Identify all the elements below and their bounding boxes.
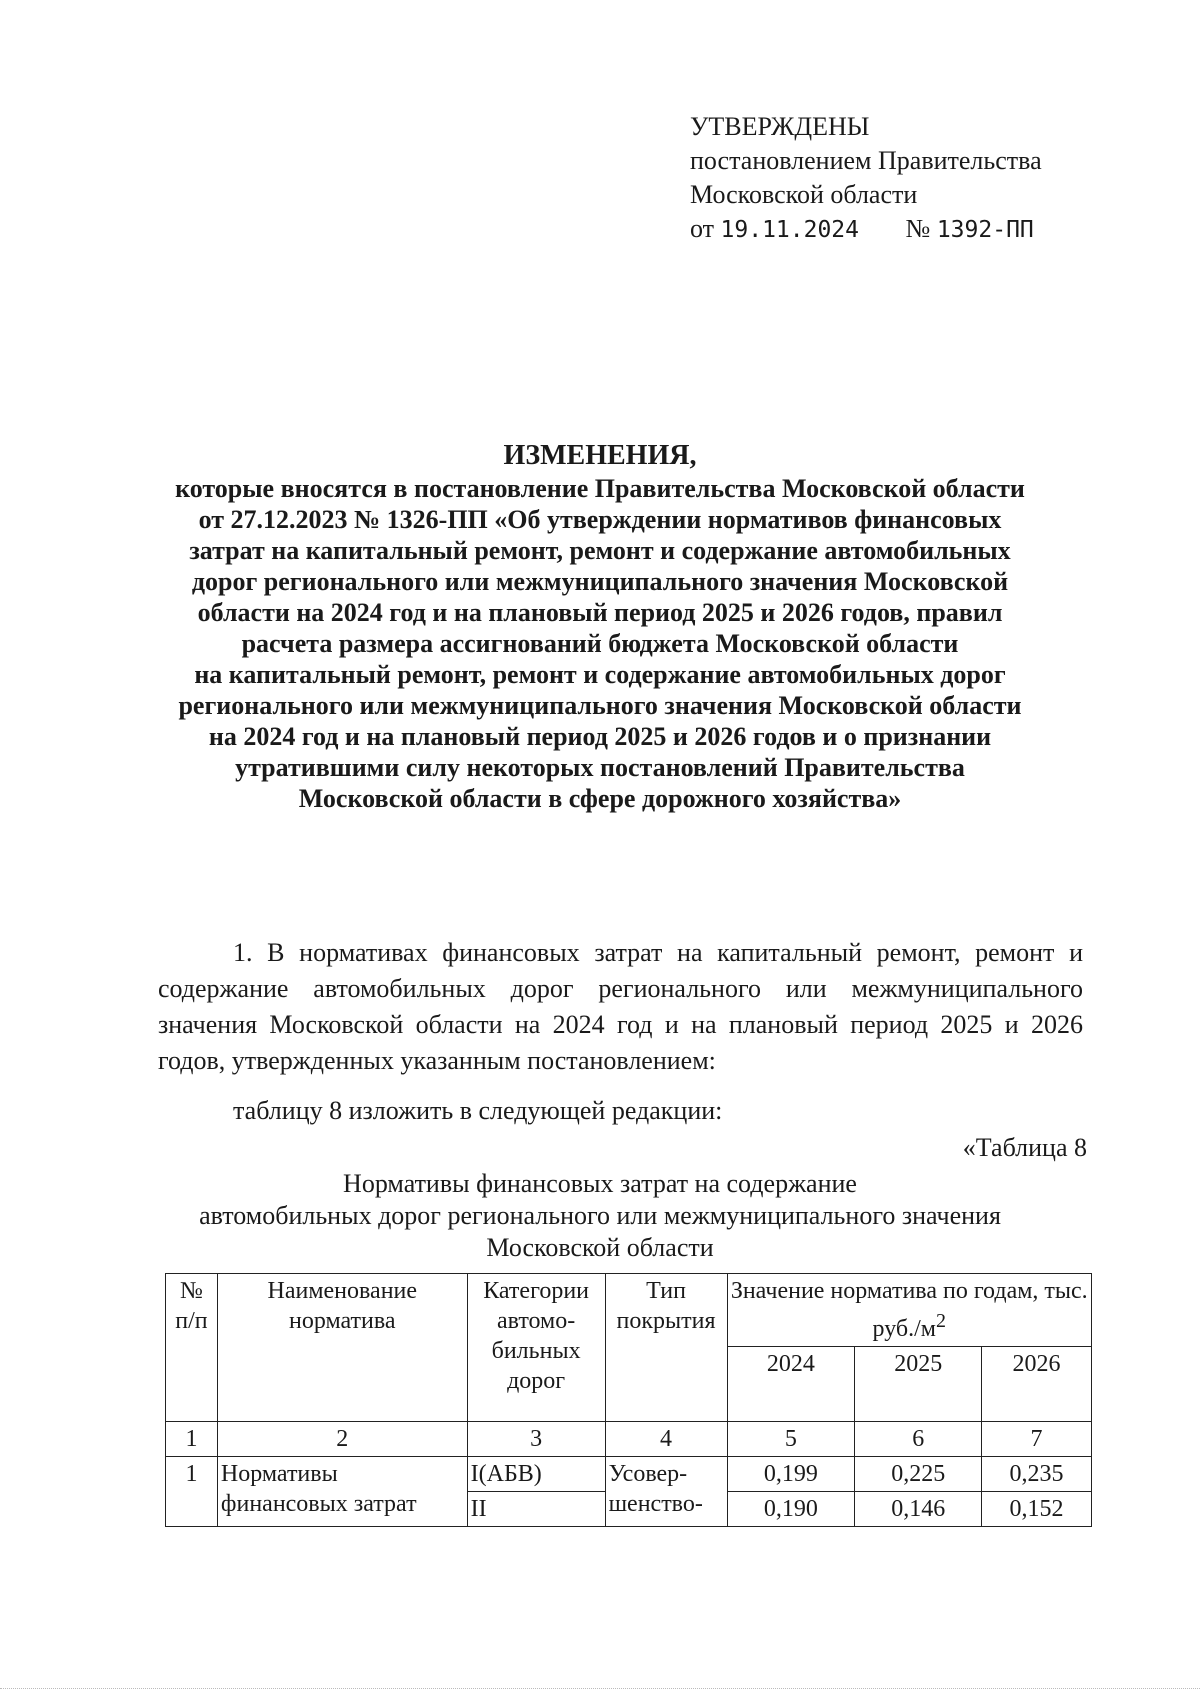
caption-line: Нормативы финансовых затрат на содержание (343, 1169, 857, 1198)
header-row (166, 1274, 1092, 1347)
title-line: от 27.12.2023 № 1326-ПП «Об утверждении нормативов финансовых (198, 505, 1002, 534)
caption-line: автомобильных дорог регионального или межмуниципального значения (199, 1201, 1001, 1230)
approval-date-line (690, 212, 1042, 247)
approval-line-2: постановлением Правительства (690, 146, 1042, 175)
column-number-row (166, 1422, 1092, 1457)
header-name: Наименование норматива (217, 1274, 467, 1422)
table-caption (130, 1168, 1070, 1264)
column-number: 3 (467, 1422, 605, 1457)
title-line: затрат на капитальный ремонт, ремонт и содержание автомобильных (189, 536, 1011, 565)
title-line: области на 2024 год и на плановый период 2025 и 2026 годов, правил (197, 598, 1003, 627)
title-line: регионального или межмуниципального значения Московской области (178, 691, 1022, 720)
title-heading: ИЗМЕНЕНИЯ, (503, 440, 697, 471)
header-year: 2026 (982, 1347, 1092, 1422)
document-title (130, 440, 1070, 814)
row-value: 0,190 (727, 1492, 855, 1527)
table-label: «Таблица 8 (962, 1133, 1087, 1162)
row-value: 0,235 (982, 1457, 1092, 1492)
column-number: 1 (166, 1422, 218, 1457)
scan-edge-line (0, 1688, 1200, 1690)
row-num: 1 (166, 1457, 218, 1527)
table-row (166, 1457, 1092, 1492)
row-surface: Усовер-шенство- (605, 1457, 727, 1527)
approval-stamp (690, 110, 1042, 247)
approval-line-3: Московской области (690, 180, 918, 209)
unit-superscript: 2 (935, 1310, 946, 1332)
caption-line: Московской области (486, 1233, 714, 1262)
column-number: 2 (217, 1422, 467, 1457)
date-prefix: от (690, 214, 715, 243)
row-value: 0,146 (855, 1492, 982, 1527)
row-category: II (467, 1492, 605, 1527)
header-num: № п/п (166, 1274, 218, 1422)
header-year: 2024 (727, 1347, 855, 1422)
norms-table (165, 1273, 1092, 1527)
row-value: 0,199 (727, 1457, 855, 1492)
title-line: на капитальный ремонт, ремонт и содержание автомобильных дорог (194, 660, 1006, 689)
row-name: Нормативы финансовых затрат (217, 1457, 467, 1527)
column-number: 4 (605, 1422, 727, 1457)
approval-number: 1392-ПП (936, 217, 1034, 243)
approval-title: УТВЕРЖДЕНЫ (690, 112, 870, 141)
title-line: утратившими силу некоторых постановлений Правительства (235, 753, 965, 782)
column-number: 7 (982, 1422, 1092, 1457)
body-paragraph-2: таблицу 8 изложить в следующей редакции: (233, 1096, 723, 1125)
row-value: 0,225 (855, 1457, 982, 1492)
column-number: 5 (727, 1422, 855, 1457)
title-line: дорог регионального или межмуниципального значения Московской (191, 567, 1009, 596)
body-paragraph-1: 1. В нормативах финансовых затрат на капитальный ремонт, ремонт и содержание автомобильных дорог регионального или межмуниципального значения Московской области на 2024 год и на плановый период 2025 и 2026 годов, утвержденных указанным постановлением: (158, 938, 1083, 1075)
header-category: Категории автомо-бильных дорог (467, 1274, 605, 1422)
header-year: 2025 (855, 1347, 982, 1422)
approval-date: 19.11.2024 (720, 217, 860, 243)
title-line: расчета размера ассигнований бюджета Московской области (241, 629, 959, 658)
header-surface: Тип покрытия (605, 1274, 727, 1422)
number-prefix: № (905, 214, 931, 243)
header-value-group (727, 1274, 1092, 1347)
row-value: 0,152 (982, 1492, 1092, 1527)
title-line: которые вносятся в постановление Правительства Московской области (175, 474, 1025, 503)
title-line: Московской области в сфере дорожного хозяйства» (298, 784, 902, 813)
title-line: на 2024 год и на плановый период 2025 и 2026 годов и о признании (208, 722, 992, 751)
column-number: 6 (855, 1422, 982, 1457)
header-value-group-text: Значение норматива по годам, тыс. руб./м (730, 1278, 1088, 1342)
row-category: I(АБВ) (467, 1457, 605, 1492)
